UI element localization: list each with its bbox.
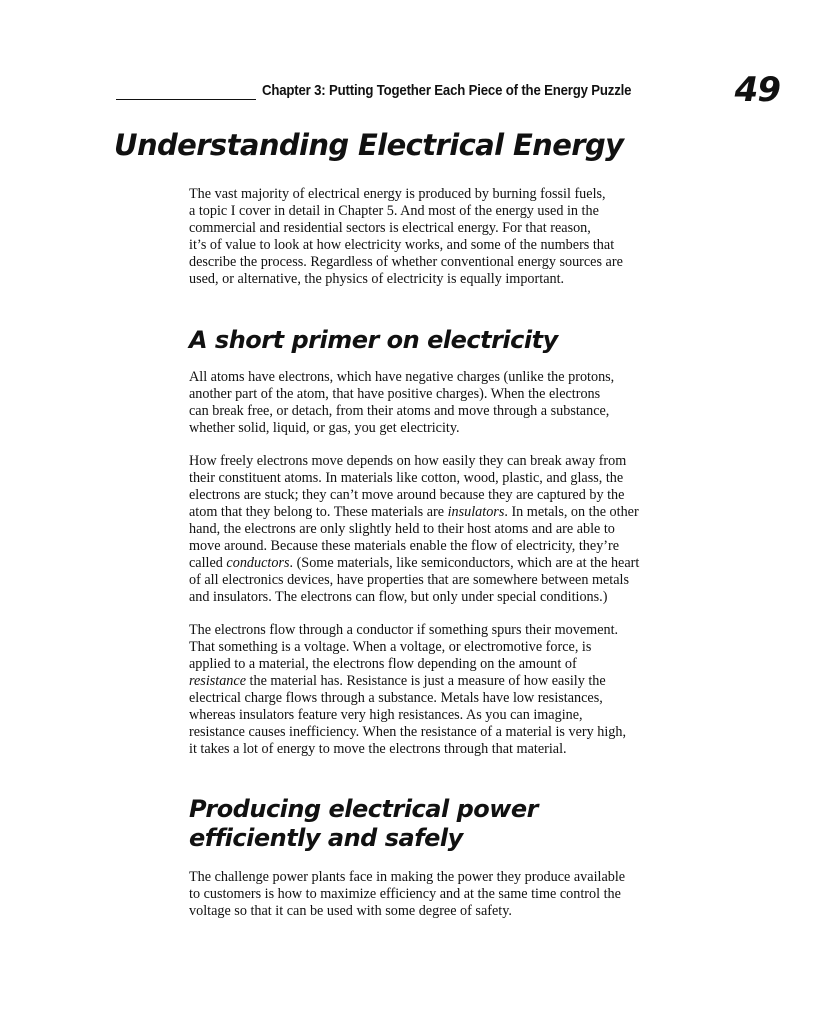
chapter-title: Chapter 3: Putting Together Each Piece of the Energy Puzzle — [262, 82, 632, 99]
para2-text-a: How freely electrons move depends on how easily they can break away from their constituent atoms. In materials like cotton, wood, plastic, and glass, the electrons are stuck; they can’t move around because they are captured by the atom that they belong to. These materials are — [189, 453, 627, 520]
primer-paragraph-1-block — [189, 369, 719, 437]
para2-text-b: . In metals, on the other hand, the electrons are only slightly held to their host atoms and are able to move around. Because these materials enable the flow of electricity, they’re called — [189, 504, 639, 571]
intro-paragraph: The vast majority of electrical energy is produced by burning fossil fuels, a topic I cover in detail in Chapter 5. And most of the energy used in the commercial and residential sectors is electrical energy. For that reason, it’s of value to look at how electricity works, and some of the numbers that describe the process. Regardless of whether conventional energy sources are used, or alternative, the physics of electricity is equally important. — [189, 186, 623, 287]
term-conductors: conductors — [226, 555, 290, 571]
primer-paragraph-2-block — [189, 453, 719, 606]
producing-paragraph: The challenge power plants face in making the power they produce available to customers is how to maximize efficiency and at the same time control the voltage so that it can be used with some degree of safety. — [189, 869, 626, 919]
running-head — [116, 70, 780, 118]
primer-paragraph-2 — [189, 453, 719, 606]
primer-paragraph-3-block — [189, 622, 719, 758]
producing-paragraph-block — [189, 869, 719, 920]
para2-text-c: . (Some materials, like semiconductors, which are at the heart of all electronics devices, have properties that are somewhere between metals and insulators. The electrons can flow, but only under special conditions.) — [189, 555, 640, 605]
para3-text-a: The electrons flow through a conductor if something spurs their movement. That something is a voltage. When a voltage, or electromotive force, is applied to a material, the electrons flow depending on the amount of — [189, 622, 619, 672]
primer-heading-block — [189, 326, 719, 355]
term-resistance: resistance — [189, 673, 246, 689]
primer-paragraph-3 — [189, 622, 719, 758]
term-insulators: insulators — [447, 504, 505, 520]
intro-paragraph-block — [189, 186, 719, 288]
page-number: 49 — [734, 70, 780, 110]
para3-text-b: the material has. Resistance is just a measure of how easily the electrical charge flows through a substance. Metals have low resistances, whereas insulators feature very high resistances. As you can imagine, resistance causes inefficiency. When the resistance of a material is very high, it takes a lot of energy to move the electrons through that material. — [189, 673, 627, 757]
primer-heading: A short primer on electricity — [189, 326, 558, 354]
header-rule — [116, 99, 256, 100]
producing-heading-block — [189, 795, 719, 853]
section-title: Understanding Electrical Energy — [114, 128, 624, 162]
producing-heading: Producing electrical power efficiently and safely — [189, 795, 539, 852]
primer-paragraph-1: All atoms have electrons, which have negative charges (unlike the protons, another part of the atom, that have positive charges). When the electrons can break free, or detach, from their atoms and move through a substance, whether solid, liquid, or gas, you get electricity. — [189, 369, 615, 436]
